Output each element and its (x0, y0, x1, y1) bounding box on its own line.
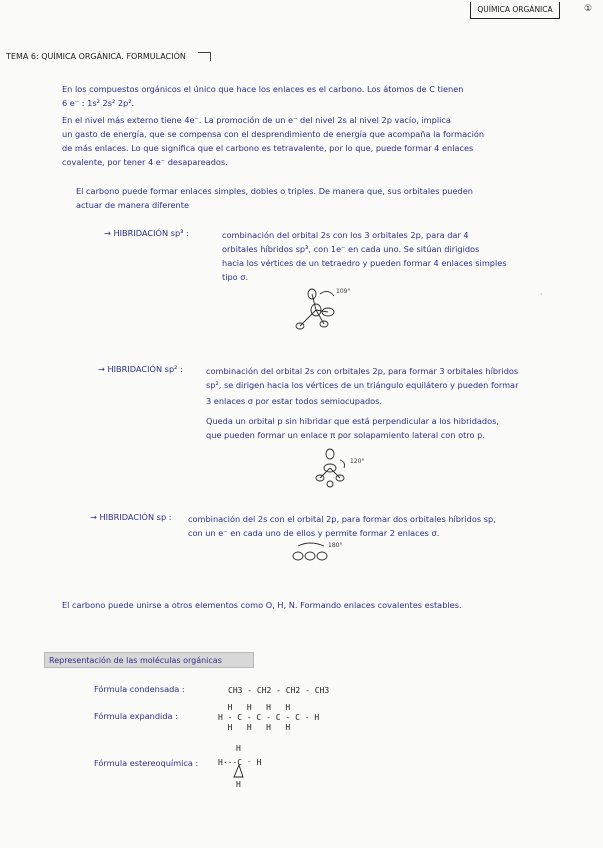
sp2-line-5: que pueden formar un enlace π por solapamiento lateral con otro p. (206, 430, 485, 440)
sp-label: → HIBRIDACIÓN sp : (90, 512, 172, 522)
stereo-formula-center: H···C ⁻ H (218, 758, 262, 767)
sp-line-2: con un e⁻ en cada uno de ellos y permite formar 2 enlaces σ. (188, 528, 440, 538)
intro-line-1: En los compuestos orgánicos el único que hace los enlaces es el carbono. Los átomos de C tienen (62, 84, 464, 94)
sp3-line-3: hacia los vértices de un tetraedro y pueden formar 4 enlaces simples (222, 258, 507, 268)
page-title: TEMA 6: QUÍMICA ORGÁNICA. FORMULACIÓN (6, 52, 186, 61)
stereo-formula-label: Fórmula estereoquímica : (94, 758, 199, 768)
stereo-formula-bottom-h: H (236, 780, 241, 789)
sp3-line-4: tipo σ. (222, 272, 249, 282)
sp2-line-1: combinación del orbital 2s con orbitales 2p, para formar 3 orbitales híbridos (206, 366, 519, 376)
bonding-sentence: El carbono puede unirse a otros elementos como O, H, N. Formando enlaces covalentes estables. (62, 600, 462, 610)
sp2-trigonal-sketch (310, 446, 370, 490)
sp-angle-label: 180° (328, 542, 343, 549)
orbitals-intro-line-1: El carbono puede formar enlaces simples, dobles o triples. De manera que, sus orbitales pueden (76, 186, 473, 196)
title-decoration (198, 52, 211, 61)
stereo-wedge-bond (234, 765, 244, 779)
stray-dot: · (540, 290, 543, 299)
expanded-formula-bottom-h: H H H H (218, 723, 291, 732)
sp3-angle-label: 109° (336, 288, 351, 295)
sp3-line-2: orbitales híbridos sp³, con 1e⁻ en cada uno. Se sitúan dirigidos (222, 244, 480, 254)
expanded-formula-top-h: H H H H (218, 703, 291, 712)
expanded-formula-chain: H - C - C - C - C - H (218, 713, 320, 722)
expanded-formula-label: Fórmula expandida : (94, 711, 178, 721)
intro-line-2: 6 e⁻ : 1s² 2s² 2p². (62, 98, 135, 108)
stereo-formula-top-h: H (236, 744, 241, 753)
sp2-line-2: sp², se dirigen hacia los vértices de un triángulo equilátero y pueden formar (206, 380, 519, 390)
sp2-line-4: Queda un orbital p sin hibridar que está perpendicular a los hibridados, (206, 416, 500, 426)
sp-line-1: combinación del 2s con el orbital 2p, para formar dos orbitales híbridos sp, (188, 514, 496, 524)
orbitals-intro-line-2: actuar de manera diferente (76, 200, 189, 210)
sp2-line-3: 3 enlaces σ por estar todos semiocupados. (206, 396, 383, 406)
representation-heading: Representación de las moléculas orgánicas (44, 652, 254, 668)
page-number: ① (584, 4, 593, 14)
intro-line-3: En el nivel más externo tiene 4e⁻. La promoción de un e⁻ del nivel 2s al nivel 2p vacío, implica (62, 115, 451, 125)
sp3-line-1: combinación del orbital 2s con los 3 orbitales 2p, para dar 4 (222, 230, 469, 240)
intro-line-5: de más enlaces. Lo que significa que el carbono es tetravalente, por lo que, puede formar 4 enlaces (62, 143, 474, 153)
sp2-angle-label: 120° (350, 458, 365, 465)
sp3-label: → HIBRIDACIÓN sp³ : (104, 228, 189, 238)
intro-line-4: un gasto de energía, que se compensa con el desprendimiento de energía que acompaña la formación (62, 129, 485, 139)
sp2-label: → HIBRIDACIÓN sp² : (98, 364, 183, 374)
condensed-formula-label: Fórmula condensada : (94, 684, 185, 694)
condensed-formula: CH3 - CH2 - CH2 - CH3 (228, 686, 330, 695)
subject-header-box: QUÍMICA ORGÁNICA (470, 2, 560, 19)
intro-line-6: covalente, por tener 4 e⁻ desapareados. (62, 157, 228, 167)
